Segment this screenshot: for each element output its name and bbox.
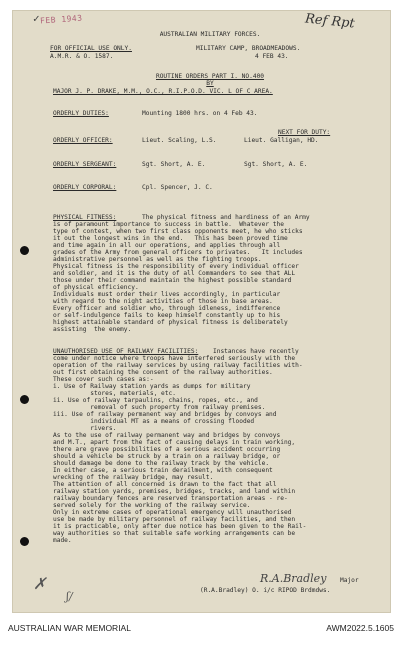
fitness-line: Every officer and soldier who, through idleness, indifference bbox=[53, 305, 281, 312]
railway-line: out first obtaining the consent of the railway authorities. bbox=[53, 369, 273, 376]
railway-line: served solely for the working of the railway service. bbox=[53, 502, 251, 509]
fitness-line: assisting the enemy. bbox=[53, 326, 132, 333]
fitness-line: highest attainable standard of physical fitness is deliberately bbox=[53, 319, 288, 326]
signature-rank: Major bbox=[340, 577, 359, 584]
accession-number: AWM2022.5.1605 bbox=[326, 623, 394, 633]
railway-line: i. Use of Railway station yards as dumps for military bbox=[53, 383, 251, 390]
fitness-line: grades of the Army from general officers to privates. It includes bbox=[53, 249, 303, 256]
fitness-line: Physical fitness is the responsibility of every individual officer bbox=[53, 263, 299, 270]
railway-line: come under notice where troops have interfered seriously with the bbox=[53, 355, 296, 362]
fitness-line: those under their command maintain the highest possible standard bbox=[53, 277, 292, 284]
signature-name-line: (R.A.Bradley) O. i/c RIPOD Brdmdws. bbox=[200, 587, 331, 594]
document-title: AUSTRALIAN MILITARY FORCES. bbox=[159, 31, 261, 38]
railway-line: operation of the railway services by using railway facilities with- bbox=[53, 362, 303, 369]
railway-line: railway station yards, premises, bridges, tracks, and land within bbox=[53, 488, 296, 495]
fitness-heading: PHYSICAL FITNESS: bbox=[53, 214, 117, 221]
routine-orders-heading: ROUTINE ORDERS PART I. NO.400 bbox=[155, 73, 265, 80]
punch-hole-icon bbox=[20, 395, 29, 404]
orderly-sergeant-next: Sgt. Short, A. E. bbox=[244, 161, 308, 168]
check-mark-icon: ✓ bbox=[33, 12, 40, 25]
issue-date: 4 FEB 43. bbox=[255, 53, 289, 60]
railway-line: iii. Use of railway permanent way and bridges by convoys and bbox=[53, 411, 277, 418]
archive-name: AUSTRALIAN WAR MEMORIAL bbox=[8, 623, 131, 633]
railway-line: These cover such cases as:- bbox=[53, 376, 154, 383]
railway-line: use be made by military personnel of railway facilities, and then bbox=[53, 516, 296, 523]
location: MILITARY CAMP, BROADMEADOWS. bbox=[196, 45, 301, 52]
handwritten-annotation: Ref Rpt bbox=[304, 11, 356, 32]
fitness-line: type of contest, when two first class opponents meet, he who sticks bbox=[53, 228, 303, 235]
fitness-line: and soldier, and it is the duty of all Commanders to see that ALL bbox=[53, 270, 296, 277]
railway-line: and M.T., apart from the fact of causing delays in train working, bbox=[53, 439, 296, 446]
railway-line: rivers. bbox=[53, 425, 117, 432]
orderly-officer-value: Lieut. Scaling, L.S. bbox=[142, 137, 217, 144]
issuing-officer: MAJOR J. P. DRAKE, M.M., O.C., R.I.P.O.D. VIC. L OF C AREA. bbox=[53, 88, 273, 95]
fitness-line: with regard to the night activities of those in base areas. bbox=[53, 298, 273, 305]
railway-line: it is practicable, only after due notice has been given to the Rail- bbox=[53, 523, 307, 530]
reference-number: A.M.R. & O. 1587. bbox=[50, 53, 114, 60]
railway-line: As to the use of railway permanent way and bridges by convoys bbox=[53, 432, 281, 439]
date-stamp: FEB 1943 bbox=[39, 13, 83, 26]
official-use-label: FOR OFFICIAL USE ONLY. bbox=[50, 45, 132, 52]
railway-line: made. bbox=[53, 537, 72, 544]
orderly-corporal-value: Cpl. Spencer, J. C. bbox=[142, 184, 213, 191]
railway-line: there are grave possibilities of a serious accident occurring bbox=[53, 446, 281, 453]
railway-line: Instances have recently bbox=[213, 348, 299, 355]
railway-line: should damage be done to the railway track by the vehicle. bbox=[53, 460, 270, 467]
fitness-line: administrative personnel as well as the fighting troops. bbox=[53, 256, 262, 263]
orderly-duties-value: Mounting 1800 hrs. on 4 Feb 43. bbox=[142, 110, 258, 117]
punch-hole-icon bbox=[20, 246, 29, 255]
fitness-line: it out the longest wins in the end. This has been proved time bbox=[53, 235, 288, 242]
orderly-officer-label: ORDERLY OFFICER: bbox=[53, 137, 113, 144]
railway-line: removal of such property from railway premises. bbox=[53, 404, 266, 411]
railway-line: ii. Use of railway tarpaulins, chains, ropes, etc., and bbox=[53, 397, 258, 404]
railway-heading: UNAUTHORISED USE OF RAILWAY FACILITIES: bbox=[53, 348, 199, 355]
railway-line: wrecking of the railway bridge, may result. bbox=[53, 474, 214, 481]
orderly-sergeant-label: ORDERLY SERGEANT: bbox=[53, 161, 117, 168]
fitness-line: Individuals must order their lives accordingly, in particular bbox=[53, 291, 281, 298]
railway-line: should a vehicle be struck by a train on a railway bridge, or bbox=[53, 453, 281, 460]
handwritten-signature: R.A.Bradley bbox=[260, 572, 327, 585]
by-label: BY bbox=[206, 80, 214, 87]
margin-initials-icon: ʃ/ bbox=[66, 590, 73, 603]
fitness-line: and time again in all our operations, and applies through all bbox=[53, 242, 281, 249]
railway-line: The attention of all concerned is drawn to the fact that all bbox=[53, 481, 277, 488]
orderly-sergeant-value: Sgt. Short, A. E. bbox=[142, 161, 206, 168]
fitness-line: of physical efficiency. bbox=[53, 284, 139, 291]
orderly-corporal-label: ORDERLY CORPORAL: bbox=[53, 184, 117, 191]
railway-line: In either case, a serious train derailment, with consequent bbox=[53, 467, 273, 474]
railway-line: Only in extreme cases of operational emergency will unauthorised bbox=[53, 509, 292, 516]
railway-line: individual MT as a means of crossing flooded bbox=[53, 418, 255, 425]
railway-line: way authorities so that suitable safe working arrangements can be bbox=[53, 530, 296, 537]
archive-footer bbox=[0, 613, 402, 653]
railway-line: railway boundary fences are reserved transportation areas - re- bbox=[53, 495, 288, 502]
punch-hole-icon bbox=[20, 537, 29, 546]
orderly-duties-label: ORDERLY DUTIES: bbox=[53, 110, 109, 117]
margin-scribble-icon: ✗ bbox=[33, 574, 47, 593]
fitness-line: is of paramount importance to success in battle. Whatever the bbox=[53, 221, 284, 228]
fitness-line: The physical fitness and hardiness of an Army bbox=[142, 214, 310, 221]
railway-line: stores, materials, etc. bbox=[53, 390, 176, 397]
next-for-duty-label: NEXT FOR DUTY: bbox=[278, 129, 331, 136]
fitness-line: or self-indulgence fails to keep himself constantly up to his bbox=[53, 312, 281, 319]
orderly-officer-next: Lieut. Galligan, HD. bbox=[244, 137, 319, 144]
